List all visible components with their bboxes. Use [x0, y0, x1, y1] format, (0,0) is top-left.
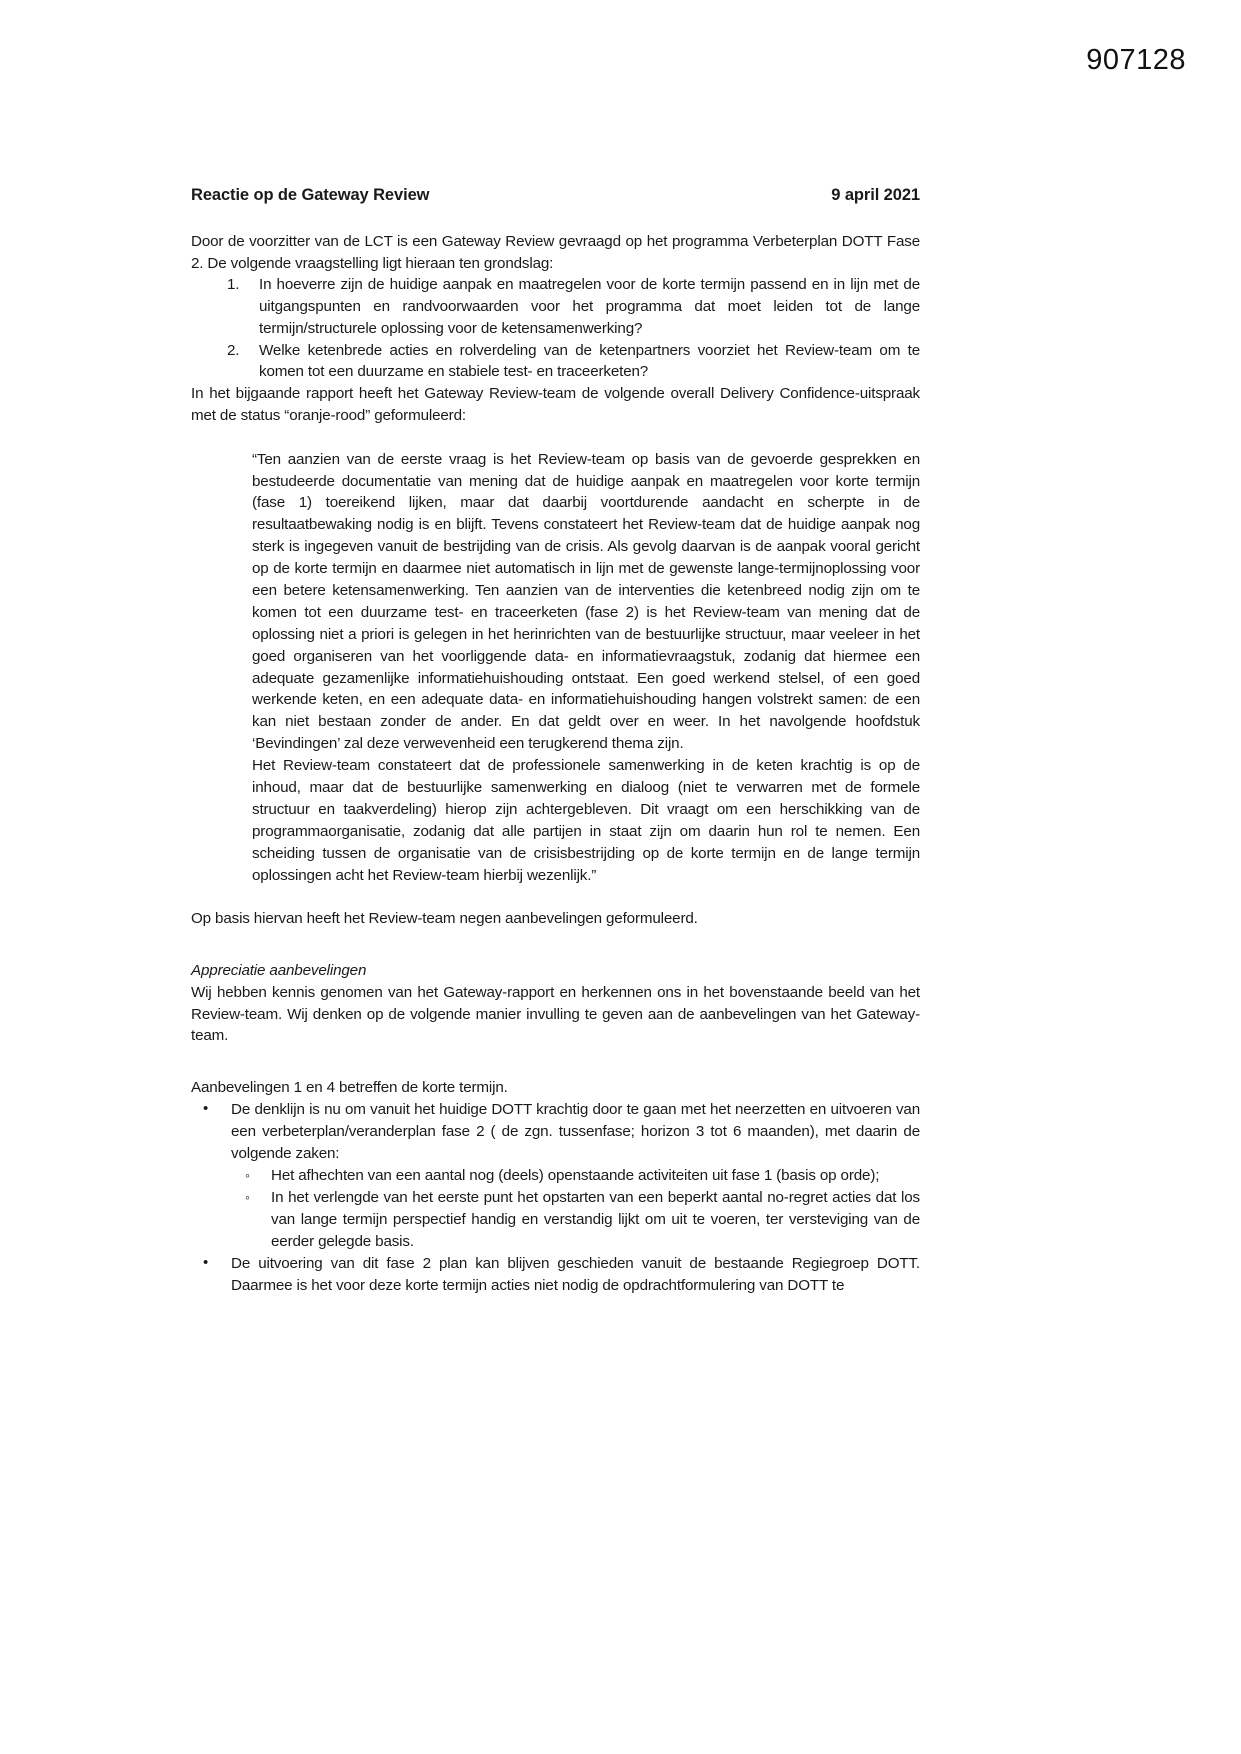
delivery-confidence-paragraph: In het bijgaande rapport heeft het Gateway Review-team de volgende overall Delivery Confidence-uitspraak met de status “oranje-rood” geformuleerd: — [191, 385, 920, 424]
review-team-quote — [191, 449, 920, 887]
recommendations-bullet-list — [191, 1099, 920, 1165]
page-title: Reactie op de Gateway Review — [191, 186, 430, 204]
list-item: • De denklijn is nu om vanuit het huidige DOTT krachtig door te gaan met het neerzetten en uitvoeren van een verbeterplan/veranderplan fase 2 ( de zgn. tussenfase; horizon 3 tot 6 maanden), met daarin de volgende zaken: — [191, 1099, 920, 1165]
question-list — [191, 274, 920, 383]
list-item: In hoeverre zijn de huidige aanpak en maatregelen voor de korte termijn passend en in lijn met de uitgangspunten en randvoorwaarden voor het programma dat moet leiden tot de lange termijn/structurele oplossing voor de ketensamenwerking? — [259, 276, 920, 337]
recommendations-count-paragraph: Op basis hiervan heeft het Review-team negen aanbevelingen geformuleerd. — [191, 910, 698, 928]
intro-paragraph: Door de voorzitter van de LCT is een Gateway Review gevraagd op het programma Verbeterplan DOTT Fase 2. De volgende vraagstelling ligt hieraan ten grondslag: — [191, 233, 920, 272]
list-item: ◦ Het afhechten van een aantal nog (deels) openstaande activiteiten uit fase 1 (basis op orde); — [227, 1165, 920, 1187]
document-header-row — [191, 186, 920, 205]
appreciation-paragraph: Wij hebben kennis genomen van het Gateway-rapport en herkennen ons in het bovenstaande beeld van het Review-team. Wij denken op de volgende manier invulling te geven aan de aanbevelingen van het Gateway-team. — [191, 983, 920, 1045]
quote-paragraph-1: “Ten aanzien van de eerste vraag is het Review-team op basis van de gevoerde gesprekken en bestudeerde documentatie van mening dat de huidige aanpak en maatregelen voor korte termijn (fase 1) toereikend lijken, maar dat daarbij voortdurende aandacht en scherpte in de resultaatbewaking nodig is en blijft. Tevens constateert het Review-team dat de huidige aanpak nog sterk is ingegeven vanuit de bestrijding van de crisis. Als gevolg daarvan is de aanpak vooral gericht op de korte termijn en daarmee niet automatisch in lijn met de gewenste lange-termijnoplossing voor een betere ketensamenwerking. Ten aanzien van de interventies die ketenbreed nodig zijn om te komen tot een duurzame test- en traceerketen (fase 2) is het Review-team van mening dat de oplossing niet a priori is gelegen in het herinrichten van de bestuurlijke structuur, maar veeleer in het goed organiseren van het voorliggende data- en informatievraagstuk, zodanig dat hiermee een adequate gezamenlijke informatiehuishouding ontstaat. Een goed werkend stelsel, of een goed werkende keten, en een adequate data- en informatiehuishouding hangen volstrekt samen: de een kan niet bestaan zonder de ander. En dat geldt over en weer. In het navolgende hoofdstuk ‘Bevindingen’ zal deze verwevenheid een terugkerend thema zijn. — [252, 450, 920, 753]
quote-paragraph-2: Het Review-team constateert dat de professionele samenwerking in de keten krachtig is op de inhoud, maar dat de bestuurlijke samenwerking en dialoog (niet te verwarren met de formele structuur en taakverdeling) hierop zijn achtergebleven. Dit vraagt om een herschikking van de programmaorganisatie, zodanig dat alle partijen in staat zijn om daarin hun rol te nemen. Een scheiding tussen de organisatie van de crisisbestrijding op de korte termijn en de lange termijn oplossingen acht het Review-team hierbij wezenlijk.” — [252, 757, 920, 884]
document-date: 9 april 2021 — [831, 186, 920, 204]
section-heading-appreciatie: Appreciatie aanbevelingen — [191, 962, 367, 980]
document-number: 907128 — [1086, 44, 1186, 76]
list-item: Welke ketenbrede acties en rolverdeling van de ketenpartners voorziet het Review-team om te komen tot een duurzame en stabiele test- en traceerketen? — [259, 341, 920, 381]
sub-bullet-wrapper — [191, 1165, 920, 1253]
list-item: ◦ In het verlengde van het eerste punt het opstarten van een beperkt aantal no-regret acties dat los van lange termijn perspectief handig en verstandig lijkt om uit te voeren, ter versteviging van de eerder gelegde basis. — [227, 1187, 920, 1253]
document-body — [191, 186, 920, 1297]
recommendations-sub-bullet-list — [227, 1165, 920, 1253]
list-item: • De uitvoering van dit fase 2 plan kan blijven geschieden vanuit de bestaande Regiegroep DOTT. Daarmee is het voor deze korte termijn acties niet nodig de opdrachtformulering van DOTT te — [191, 1253, 920, 1297]
recommendations-bullet-list-continued — [191, 1253, 920, 1297]
recommendations-lead-in: Aanbevelingen 1 en 4 betreffen de korte termijn. — [191, 1079, 508, 1097]
